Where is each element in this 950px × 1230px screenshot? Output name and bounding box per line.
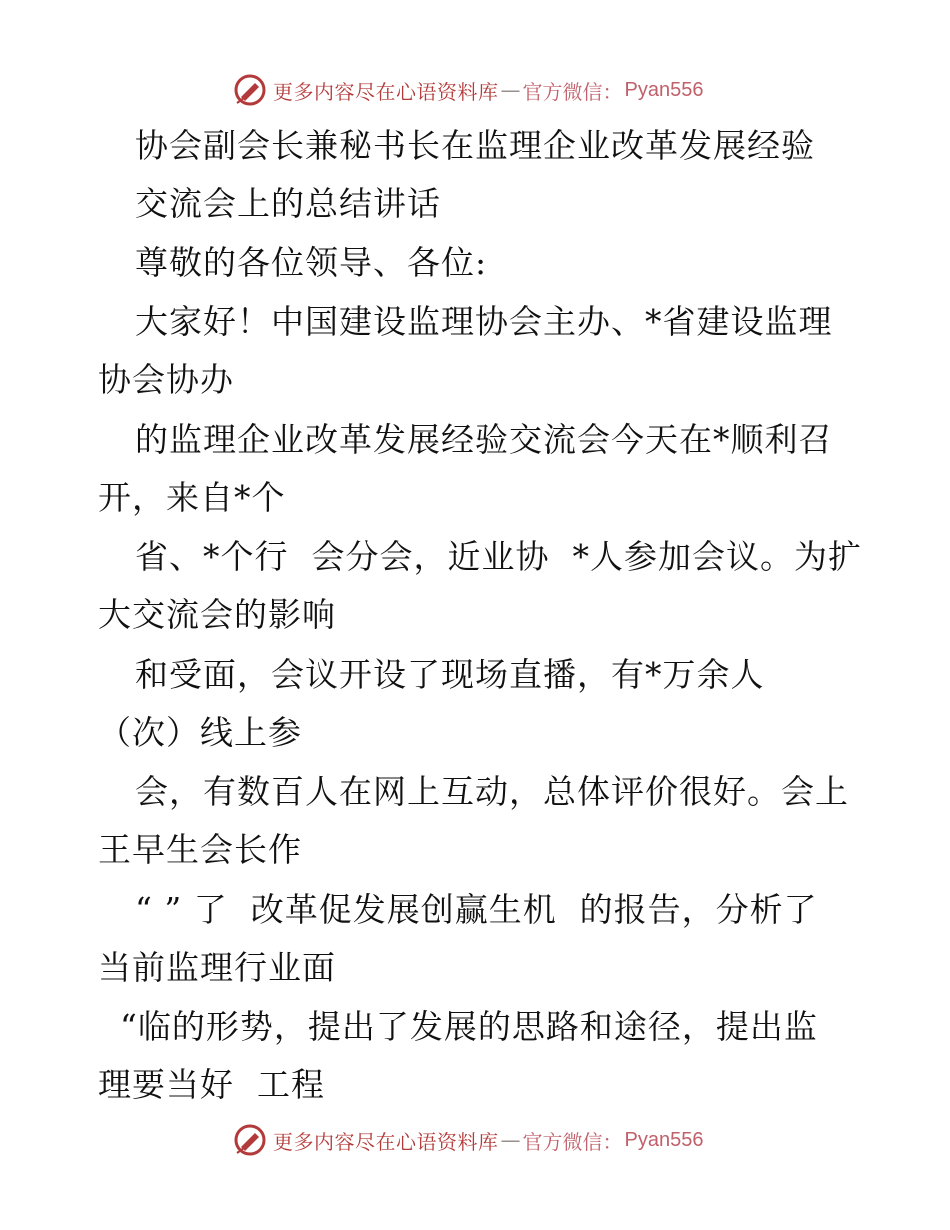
text-line: 协会协办 (98, 360, 234, 399)
text-line: 大家好！中国建设监理协会主办、*省建设监理 (135, 302, 833, 341)
title-line-2: 交流会上的总结讲话 (135, 184, 441, 223)
watermark-banner-bottom (233, 1122, 703, 1158)
title-line-1: 协会副会长兼秘书长在监理企业改革发展经验 (135, 126, 815, 165)
watermark-text: 更多内容尽在心语资料库 (273, 79, 499, 104)
text-line: 尊敬的各位领导、各位: (135, 243, 488, 282)
text-line: （次）线上参 (98, 713, 302, 752)
pen-logo-icon (233, 1123, 267, 1157)
text-line: 会，有数百人在网上互动，总体评价很好。会上 (135, 772, 849, 811)
text-line: 省、*个行 会分会，近业协 *人参加会议。为扩 (135, 537, 862, 576)
text-line: “临的形势，提出了发展的思路和途径，提出监 (120, 1007, 818, 1046)
text-line: 开，来自*个 (98, 478, 286, 517)
text-line: “ ” 了 改革促发展创赢生机 的报告，分析了 (135, 890, 818, 929)
watermark-wechat-id: Pyan556 (624, 78, 704, 101)
text-line: 和受面，会议开设了现场直播，有*万余人 (135, 655, 765, 694)
watermark-wechat-label: 官方微信： (522, 1129, 623, 1154)
watermark-separator: — (500, 78, 521, 102)
text-line: 理要当好 工程 (98, 1065, 325, 1104)
watermark-banner-top (233, 72, 703, 108)
text-line: 王早生会长作 (98, 830, 302, 869)
watermark-wechat-id: Pyan556 (624, 1128, 704, 1151)
watermark-text: 更多内容尽在心语资料库 (273, 1129, 499, 1154)
pen-logo-icon (233, 73, 267, 107)
text-line: 的监理企业改革发展经验交流会今天在*顺利召 (135, 420, 833, 459)
text-line: 当前监理行业面 (98, 948, 336, 987)
text-line: 大交流会的影响 (98, 595, 336, 634)
watermark-wechat-label: 官方微信： (522, 79, 623, 104)
watermark-separator: — (500, 1128, 521, 1152)
